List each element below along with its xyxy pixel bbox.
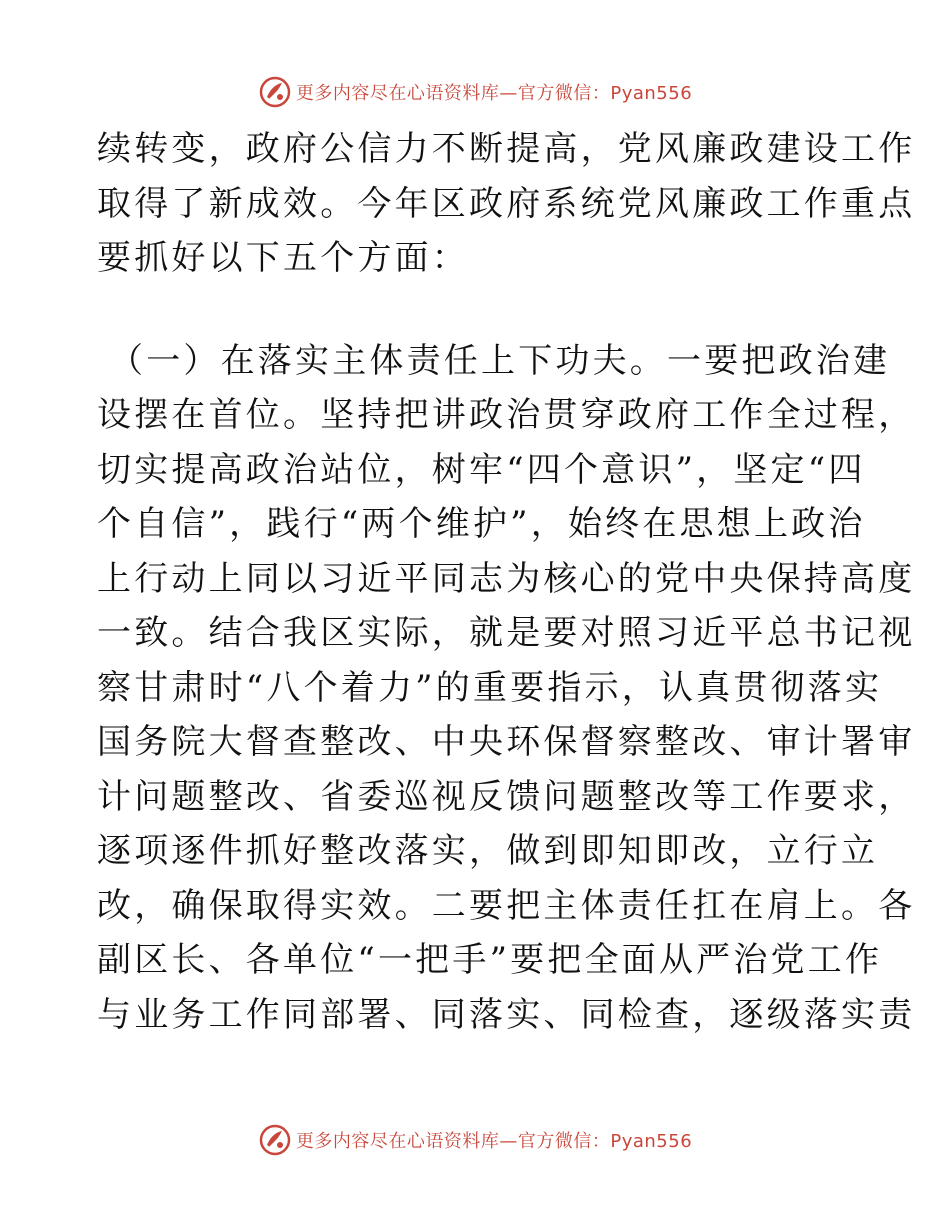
wechat-id: Pyan556 bbox=[610, 83, 693, 104]
text-line: 续转变，政府公信力不断提高，党风廉政建设工作 bbox=[97, 129, 916, 169]
banner-text bbox=[296, 1127, 692, 1153]
banner-text bbox=[296, 79, 692, 105]
paragraph-2 bbox=[97, 334, 916, 1043]
text-line: 国务院大督查整改、中央环保督察整改、审计署审 bbox=[97, 722, 916, 762]
paragraph-1 bbox=[97, 122, 916, 286]
text-line: 副区长、各单位“一把手”要把全面从严治党工作 bbox=[97, 940, 883, 980]
header-banner bbox=[0, 72, 950, 112]
banner-label: 更多内容尽在心语资料库—官方微信： bbox=[295, 1131, 611, 1152]
document-body bbox=[97, 122, 916, 1042]
text-line: 一致。结合我区实际，就是要对照习近平总书记视 bbox=[97, 613, 916, 653]
text-line: 与业务工作同部署、同落实、同检查，逐级落实责 bbox=[97, 994, 916, 1035]
text-line: 个自信”，践行“两个维护”，始终在思想上政治 bbox=[97, 504, 866, 544]
text-line: 要抓好以下五个方面： bbox=[97, 238, 469, 278]
text-line: 切实提高政治站位，树牢“四个意识”，坚定“四 bbox=[97, 449, 866, 490]
text-line: 取得了新成效。今年区政府系统党风廉政工作重点 bbox=[97, 183, 916, 224]
logo-icon bbox=[258, 75, 292, 109]
text-line: 计问题整改、省委巡视反馈问题整改等工作要求， bbox=[97, 776, 916, 817]
text-line: 逐项逐件抓好整改落实，做到即知即改，立行立 bbox=[97, 831, 879, 871]
text-line: （一）在落实主体责任上下功夫。一要把政治建 bbox=[109, 340, 891, 381]
text-line: 上行动上同以习近平同志为核心的党中央保持高度 bbox=[97, 558, 916, 599]
text-line: 察甘肃时“八个着力”的重要指示，认真贯彻落实 bbox=[97, 667, 883, 708]
text-line: 设摆在首位。坚持把讲政治贯穿政府工作全过程， bbox=[97, 395, 916, 435]
logo-icon bbox=[258, 1123, 292, 1157]
wechat-id: Pyan556 bbox=[610, 1131, 693, 1152]
paragraph-gap bbox=[97, 286, 857, 334]
text-line: 改，确保取得实效。二要把主体责任扛在肩上。各 bbox=[97, 885, 916, 926]
banner-label: 更多内容尽在心语资料库—官方微信： bbox=[295, 83, 611, 104]
footer-banner bbox=[0, 1120, 950, 1160]
